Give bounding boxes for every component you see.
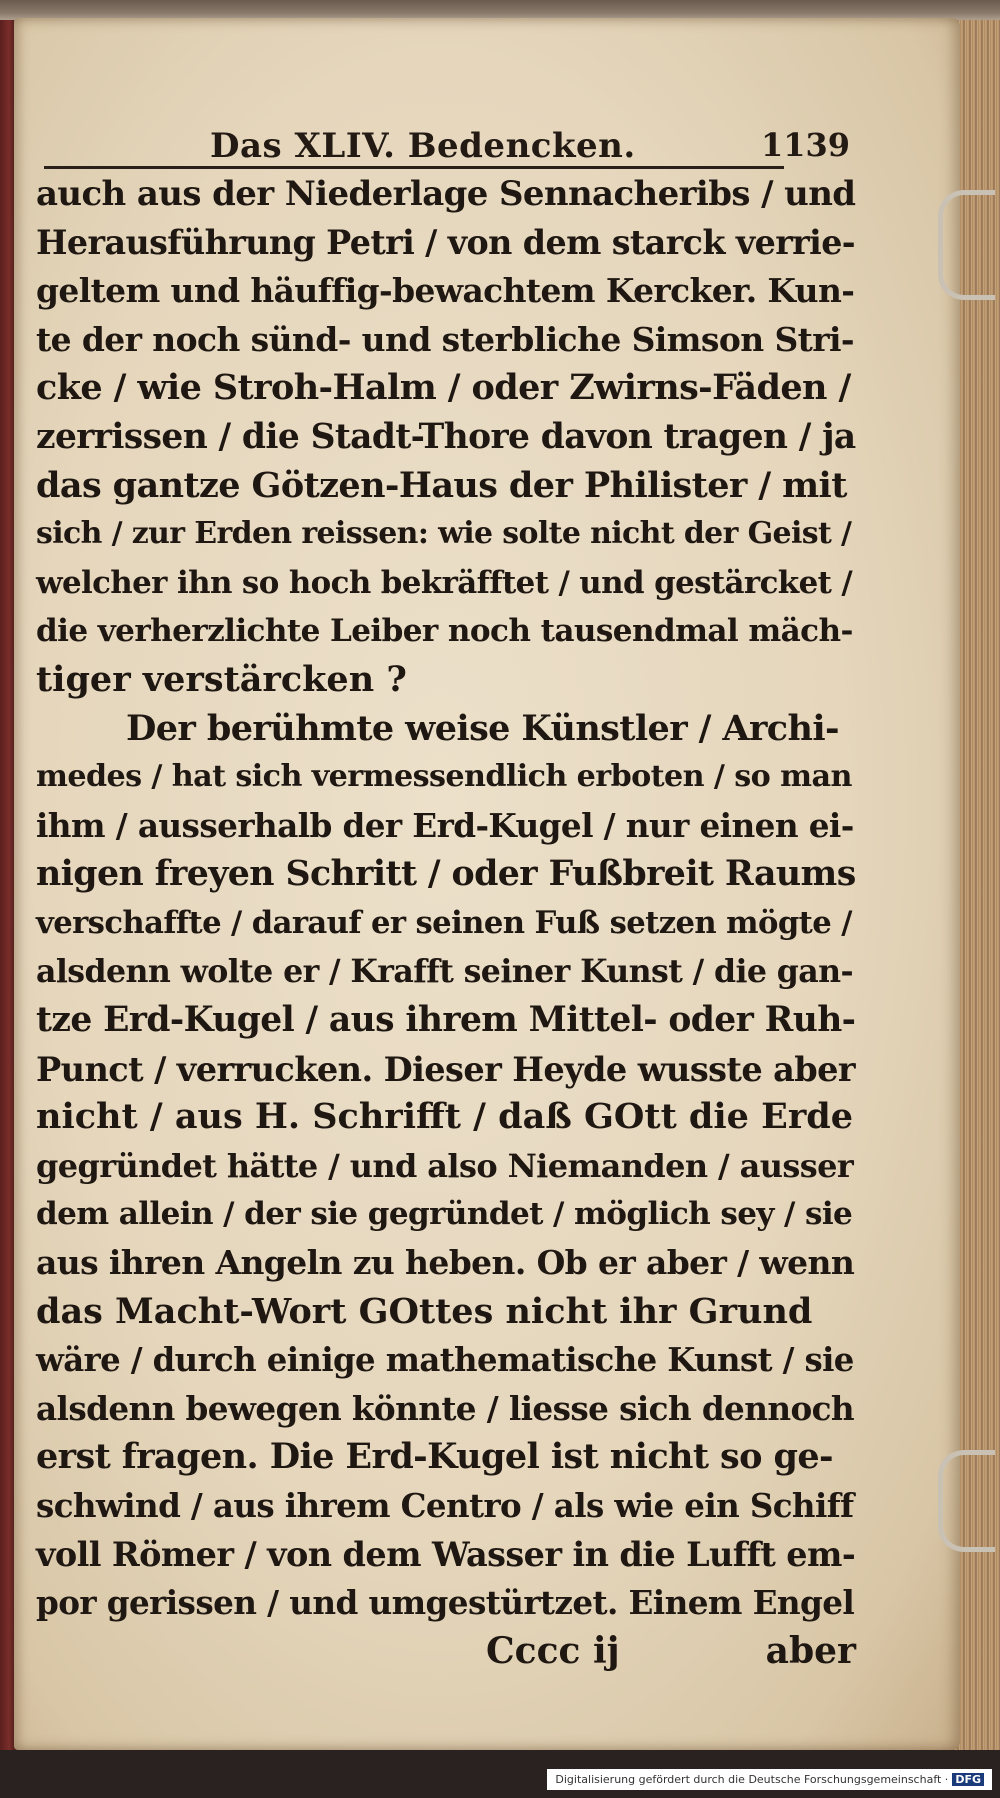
- text-line: ihm / ausserhalb der Erd-Kugel / nur einen ei-: [36, 805, 854, 845]
- text-line: die verherzlichte Leiber noch tausendmal mäch-: [36, 613, 853, 650]
- text-line: sich / zur Erden reissen: wie solte nicht der Geist /: [36, 516, 852, 552]
- text-line: tiger verstärcken ?: [36, 658, 407, 700]
- credit-text: Digitalisierung gefördert durch die Deutsche Forschungsgemeinschaft ·: [555, 1773, 949, 1786]
- text-line: wäre / durch einige mathematische Kunst / sie: [36, 1341, 854, 1380]
- book-page: [14, 18, 960, 1750]
- text-line: gegründet hätte / und also Niemanden / ausser: [36, 1146, 854, 1185]
- bottom-bar: [0, 1750, 1000, 1798]
- text-line: nicht / aus H. Schrifft / daß GOtt die Erde: [36, 1096, 853, 1138]
- text-line: das Macht-Wort GOttes nicht ihr Grund: [36, 1290, 813, 1332]
- text-line: verschaffte / darauf er seinen Fuß setzen mögte /: [36, 904, 852, 941]
- dfg-logo: DFG: [952, 1773, 984, 1786]
- header-rule: [44, 166, 784, 169]
- text-line: schwind / aus ihrem Centro / als wie ein Schiff: [36, 1486, 854, 1526]
- running-title: Das XLIV. Bedencken.: [210, 126, 636, 166]
- text-line: geltem und häuffig-bewachtem Kercker. Kun-: [36, 271, 855, 311]
- text-line: por gerissen / und umgestürtzet. Einem Engel: [36, 1583, 855, 1623]
- text-line: Punct / verrucken. Dieser Heyde wusste aber: [36, 1048, 856, 1089]
- text-line: voll Römer / von dem Wasser in die Lufft em-: [36, 1534, 856, 1574]
- text-line: zerrissen / die Stadt-Thore davon tragen / ja: [36, 416, 856, 457]
- text-line: erst fragen. Die Erd-Kugel ist nicht so ge-: [36, 1436, 833, 1478]
- text-line: nigen freyen Schritt / oder Fußbreit Raums: [36, 853, 856, 895]
- text-line: dem allein / der sie gegründet / möglich sey / sie: [36, 1196, 853, 1233]
- text-line: medes / hat sich vermessendlich erboten / so man: [36, 759, 852, 795]
- text-line: auch aus der Niederlage Sennacheribs / und: [36, 174, 856, 214]
- body-text: [36, 170, 856, 1628]
- page-clip-bottom: [938, 1450, 995, 1552]
- digitization-credit: [547, 1769, 992, 1790]
- text-line: das gantze Götzen-Haus der Philister / mit: [36, 464, 847, 506]
- page-number: 1139: [760, 126, 850, 164]
- page-footer: [36, 1630, 856, 1680]
- text-line: aus ihren Angeln zu heben. Ob er aber / wenn: [36, 1243, 855, 1283]
- text-line: welcher ihn so hoch bekräfftet / und gestärcket /: [36, 564, 853, 601]
- text-line: Herausführung Petri / von dem starck verrie-: [36, 222, 856, 262]
- page-clip-top: [938, 190, 995, 300]
- text-line: cke / wie Stroh-Halm / oder Zwirns-Fäden /: [36, 367, 851, 409]
- text-line: tze Erd-Kugel / aus ihrem Mittel- oder Ruh-: [36, 1000, 856, 1041]
- paragraph-start-line: Der berühmte weise Künstler / Archi-: [126, 707, 839, 749]
- text-line: alsdenn bewegen könnte / liesse sich dennoch: [36, 1388, 855, 1428]
- text-line: alsdenn wolte er / Krafft seiner Kunst / die gan-: [36, 952, 854, 990]
- catchword: aber: [765, 1630, 856, 1672]
- signature-mark: Cccc ij: [486, 1630, 620, 1672]
- text-line: te der noch sünd- und sterbliche Simson Stri-: [36, 319, 854, 359]
